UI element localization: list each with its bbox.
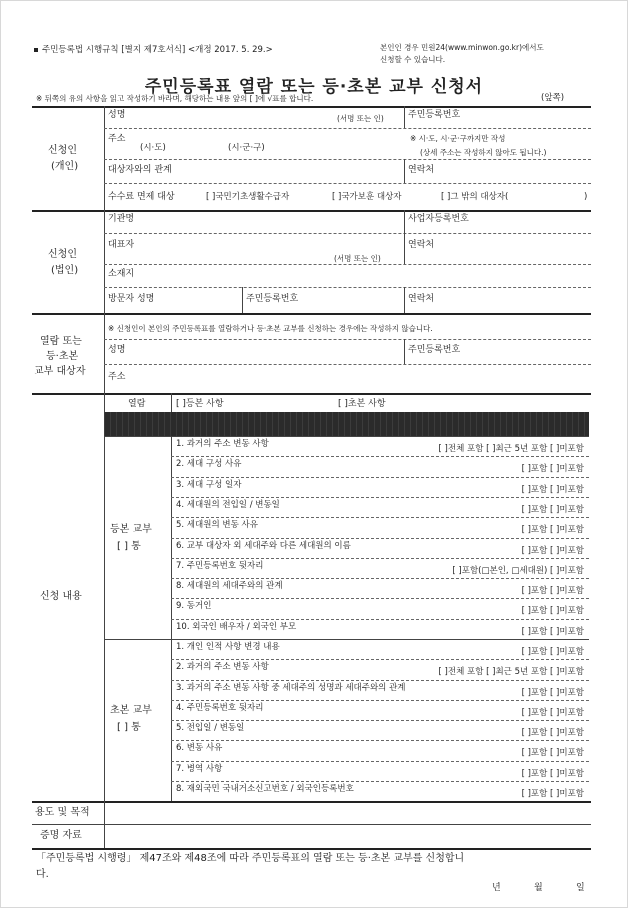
deungbon-count[interactable]: [ ] 통 <box>117 541 141 552</box>
chobon-item-options[interactable]: [ ]포함 [ ]미포함 <box>521 728 584 738</box>
deungbon-item-text: 3. 세대 구성 일자 <box>176 479 242 490</box>
shaded-separator <box>104 412 589 436</box>
address-note: ※ 시·도, 시·군·구까지만 작성 <box>410 134 506 143</box>
page-side: (앞쪽) <box>541 93 565 103</box>
deungbon-row-divider <box>171 598 589 599</box>
deungbon-item-options[interactable]: [ ]포함 [ ]미포함 <box>521 525 584 536</box>
deungbon-row-divider <box>171 538 589 539</box>
declaration-line1: 「주민등록법 시행령」 제47조와 제48조에 따라 주민등록표의 열람 또는 등·초본 교부를 신청합니 <box>36 853 465 864</box>
square-bullet-icon <box>34 48 38 52</box>
sido-hint: (시·도) <box>140 143 166 153</box>
deungbon-row-divider <box>171 497 589 498</box>
chobon-row-divider <box>171 740 589 741</box>
sigungu-hint: (시·군·구) <box>228 143 265 153</box>
applicant-individual-sublabel: (개인) <box>51 161 79 172</box>
proof-label: 증명 자료 <box>40 830 82 841</box>
view-option-deungbon[interactable]: [ ]등본 사항 <box>176 399 224 409</box>
date-year: 년 <box>492 883 501 893</box>
chobon-item-text: 2. 과거의 주소 변동 사항 <box>176 662 269 673</box>
deungbon-item-text: 2. 세대 구성 사유 <box>176 459 242 470</box>
chobon-row-divider <box>171 680 589 681</box>
deungbon-item-options[interactable]: [ ]포함 [ ]미포함 <box>521 464 584 475</box>
deungbon-row-divider <box>171 477 589 478</box>
signature-hint: (서명 또는 인) <box>337 114 384 123</box>
fee-exempt-label: 수수료 면제 대상 <box>108 192 175 202</box>
online-note-line1: 본인인 경우 민원24(www.minwon.go.kr)에서도 <box>380 43 544 52</box>
deungbon-item-text: 9. 동거인 <box>176 601 212 612</box>
address-field-label: 주소 <box>108 134 126 144</box>
chobon-item-options[interactable]: [ ]포함 [ ]미포함 <box>521 748 584 759</box>
visitor-contact-label: 연락처 <box>408 294 435 304</box>
deungbon-item-text: 7. 주민등록번호 뒷자리 <box>176 560 264 571</box>
fee-option-basic-living[interactable]: [ ]국민기초생활수급자 <box>206 192 290 202</box>
chobon-row-divider <box>171 659 589 660</box>
deungbon-item-options[interactable]: [ ]포함 [ ]미포함 <box>521 586 584 597</box>
chobon-item-options[interactable]: [ ]전체 포함 [ ]최근 5년 포함 [ ]미포함 <box>438 667 584 678</box>
deungbon-item-text: 10. 외국인 배우자 / 외국인 부모 <box>176 621 297 632</box>
chobon-count[interactable]: [ ] 통 <box>117 722 141 733</box>
representative-field-label: 대표자 <box>108 240 135 250</box>
target-label-line2: 등·초본 <box>46 351 79 362</box>
date-day: 일 <box>576 883 585 893</box>
chobon-row-divider <box>171 700 589 701</box>
bizno-field-label: 사업자등록번호 <box>408 214 469 224</box>
contact-field-label: 연락처 <box>408 165 435 175</box>
deungbon-item-options[interactable]: [ ]포함 [ ]미포함 <box>521 545 584 556</box>
chobon-issue-label: 초본 교부 <box>110 705 152 716</box>
chobon-item-text: 4. 주민등록번호 뒷자리 <box>176 702 264 713</box>
chobon-row-divider <box>171 720 589 721</box>
fee-option-other[interactable]: [ ]그 밖의 대상자( <box>441 192 509 202</box>
target-rrn-label: 주민등록번호 <box>408 345 461 355</box>
relation-field-label: 대상자와의 관계 <box>108 165 172 175</box>
deungbon-item-text: 5. 세대원의 변동 사유 <box>176 520 258 531</box>
request-content-label: 신청 내용 <box>40 591 82 602</box>
chobon-item-text: 8. 재외국민 국내거소신고번호 / 외국인등록번호 <box>176 783 354 794</box>
chobon-item-text: 5. 전입일 / 변동일 <box>176 723 245 733</box>
name-field-label: 성명 <box>108 110 126 120</box>
corporate-signature-hint: (서명 또는 인) <box>334 254 381 263</box>
chobon-item-options[interactable]: [ ]포함 [ ]미포함 <box>521 647 584 657</box>
deungbon-item-options[interactable]: [ ]포함 [ ]미포함 <box>521 504 584 515</box>
chobon-item-options[interactable]: [ ]포함 [ ]미포함 <box>521 788 584 799</box>
deungbon-item-options[interactable]: [ ]전체 포함 [ ]최근 5년 포함 [ ]미포함 <box>438 444 584 454</box>
target-name-label: 성명 <box>108 345 126 355</box>
chobon-item-text: 7. 병역 사항 <box>176 763 223 774</box>
deungbon-item-text: 1. 과거의 주소 변동 사항 <box>176 439 269 449</box>
top-rule <box>32 106 591 108</box>
deungbon-item-text: 4. 세대원의 전입일 / 변동일 <box>176 499 280 510</box>
chobon-item-options[interactable]: [ ]포함 [ ]미포함 <box>521 687 584 698</box>
deungbon-item-text: 8. 세대원의 세대주와의 관계 <box>176 581 283 592</box>
target-label-line3: 교부 대상자 <box>34 366 86 377</box>
deungbon-item-text: 6. 교부 대상자 외 세대주와 다른 세대원의 이름 <box>176 540 351 551</box>
deungbon-row-divider <box>171 619 589 620</box>
visitor-name-label: 방문자 성명 <box>108 294 155 304</box>
location-field-label: 소재지 <box>108 269 135 279</box>
deungbon-item-options[interactable]: [ ]포함 [ ]미포함 <box>521 484 584 495</box>
deungbon-item-options[interactable]: [ ]포함 [ ]미포함 <box>521 626 584 637</box>
applicant-corporate-sublabel: (법인) <box>51 265 79 276</box>
chobon-item-options[interactable]: [ ]포함 [ ]미포함 <box>521 768 584 779</box>
chobon-row-divider <box>171 781 589 782</box>
online-note-line2: 신청할 수 있습니다. <box>380 55 446 64</box>
chobon-item-text: 6. 변동 사유 <box>176 743 223 754</box>
chobon-item-options[interactable]: [ ]포함 [ ]미포함 <box>521 707 584 718</box>
corporate-contact-label: 연락처 <box>408 240 435 250</box>
form-title: 주민등록표 열람 또는 등·초본 교부 신청서 <box>144 77 484 97</box>
deungbon-issue-label: 등본 교부 <box>110 524 152 535</box>
deungbon-row-divider <box>171 578 589 579</box>
applicant-individual-label: 신청인 <box>48 145 77 156</box>
chobon-row-divider <box>171 761 589 762</box>
deungbon-row-divider <box>171 517 589 518</box>
view-option-chobon[interactable]: [ ]초본 사항 <box>338 399 386 409</box>
purpose-label: 용도 및 목적 <box>35 807 90 818</box>
date-month: 월 <box>534 883 543 893</box>
deungbon-item-options[interactable]: [ ]포함(□본인, □세대원) [ ]미포함 <box>452 565 584 576</box>
org-field-label: 기관명 <box>108 214 135 224</box>
chobon-item-text: 3. 과거의 주소 변동 사항 중 세대주의 성명과 세대주와의 관계 <box>176 682 406 693</box>
target-note: ※ 신청인이 본인의 주민등록표를 열람하거나 등·초본 교부를 신청하는 경우에는 작성하지 않습니다. <box>108 324 433 333</box>
applicant-corporate-label: 신청인 <box>48 249 77 260</box>
address-note-detail: (상세 주소는 작성하지 않아도 됩니다.) <box>420 148 547 157</box>
fee-option-veteran[interactable]: [ ]국가보훈 대상자 <box>332 192 402 202</box>
instruction-notice: ※ 뒤쪽의 유의 사항을 읽고 작성하기 바라며, 해당하는 내용 앞의 [ ]에 √표를 합니다. <box>36 94 314 103</box>
deungbon-item-options[interactable]: [ ]포함 [ ]미포함 <box>521 606 584 617</box>
deungbon-row-divider <box>171 456 589 457</box>
target-address-label: 주소 <box>108 372 126 382</box>
rrn-field-label[interactable]: 주민등록번호 <box>408 110 461 120</box>
form-reference: 주민등록법 시행규칙 [별지 제7호서식] <개정 2017. 5. 29.> <box>34 46 273 55</box>
declaration-line2: 다. <box>36 869 49 880</box>
target-label-line1: 열람 또는 <box>40 336 82 347</box>
deungbon-row-divider <box>171 558 589 559</box>
fee-option-other-close: ) <box>584 192 588 202</box>
visitor-rrn-label: 주민등록번호 <box>246 294 299 304</box>
view-label: 열람 <box>128 399 146 409</box>
chobon-item-text: 1. 개인 인적 사항 변경 내용 <box>176 642 280 652</box>
